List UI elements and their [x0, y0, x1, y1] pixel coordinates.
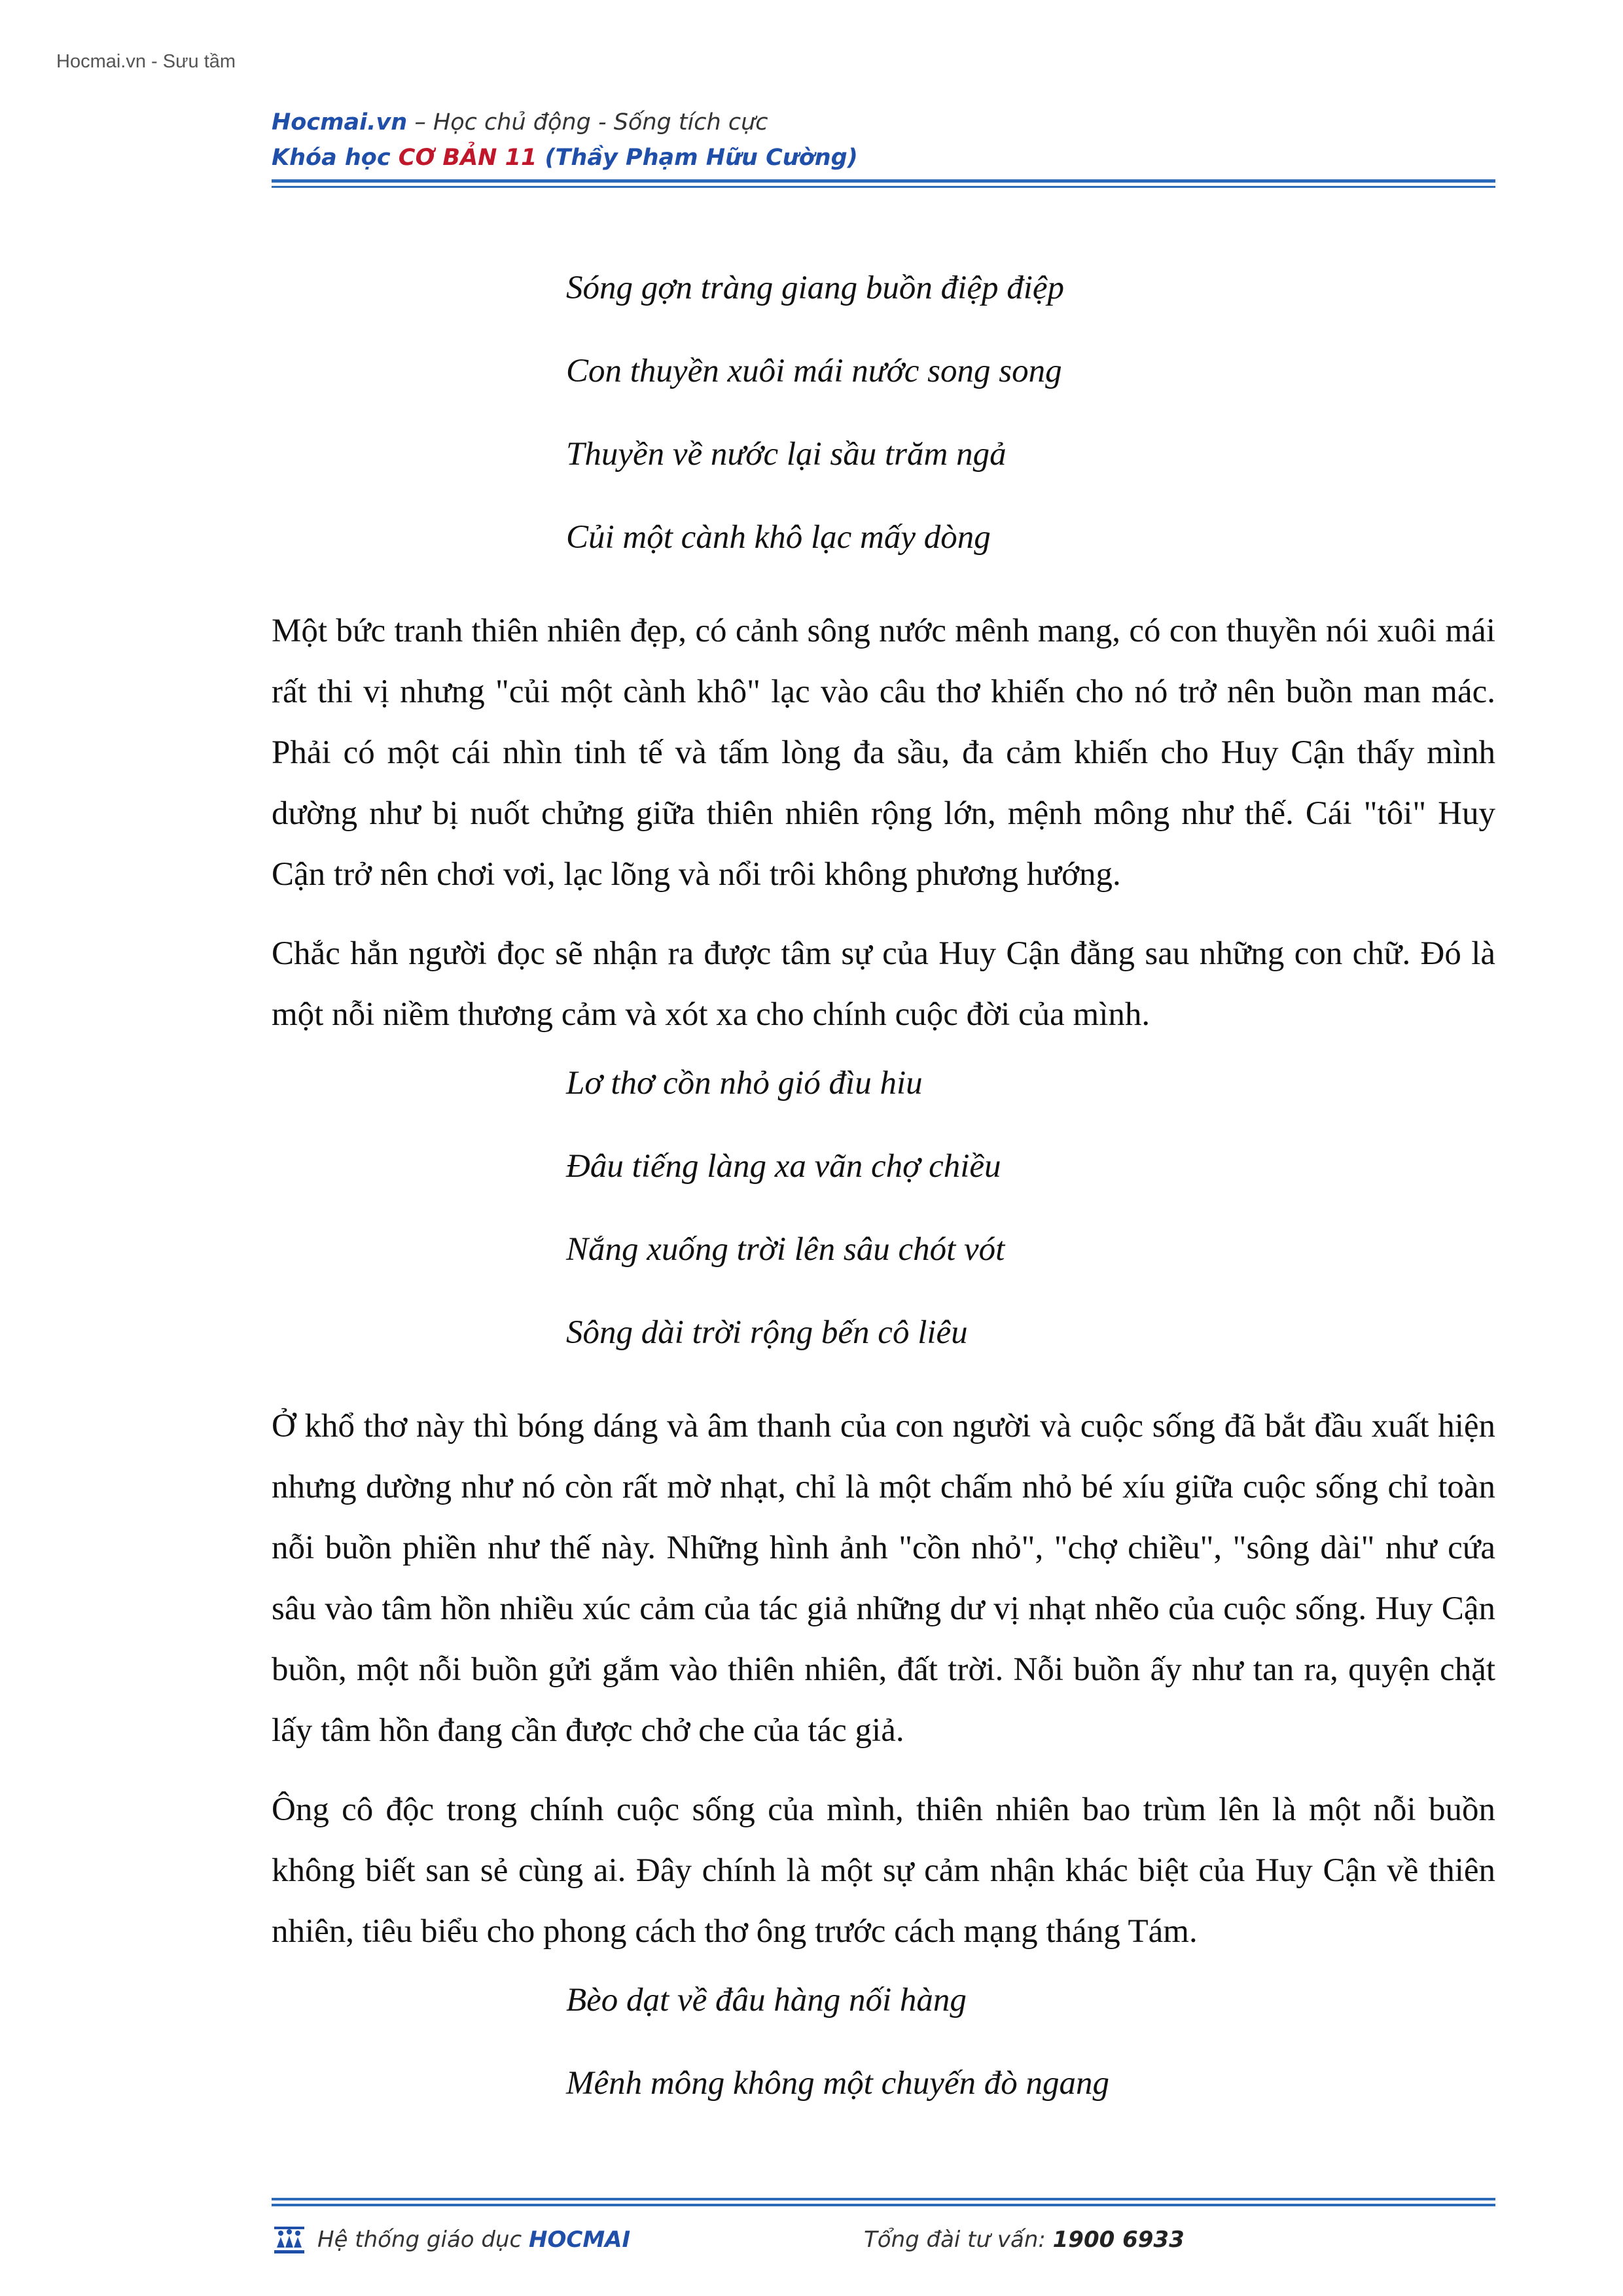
footer-hotline-text: [864, 2227, 1185, 2253]
poem-stanza: [272, 1981, 1495, 2103]
course-name: CƠ BẢN 11: [398, 145, 537, 171]
footer-divider: [272, 2204, 1495, 2206]
brand-slogan: – Học chủ động - Sống tích cực: [407, 109, 768, 135]
footer-hotline-number: 1900 6933: [1052, 2227, 1185, 2253]
body-paragraph: Ông cô độc trong chính cuộc sống của mình, thiên nhiên bao trùm lên là một nỗi buồn không biết san sẻ cùng ai. Đây chính là một sự cảm nhận khác biệt của Huy Cận về thiên nhiên, tiêu biểu cho phong cách thơ ông trước cách mạng tháng Tám.: [272, 1791, 1495, 1950]
poem-line: Thuyền về nước lại sầu trăm ngả: [566, 436, 1007, 473]
course-prefix: Khóa học: [272, 145, 399, 171]
poem-line: Nắng xuống trời lên sâu chót vót: [566, 1231, 1005, 1268]
footer-system-name: HOCMAI: [529, 2227, 631, 2253]
poem-line: Đâu tiếng làng xa vãn chợ chiều: [566, 1148, 1001, 1185]
poem-line: Lơ thơ cồn nhỏ gió đìu hiu: [566, 1065, 923, 1102]
body-paragraph: Chắc hẳn người đọc sẽ nhận ra được tâm sự của Huy Cận đằng sau những con chữ. Đó là một nỗi niềm thương cảm và xót xa cho chính cuộc đời của mình.: [272, 935, 1495, 1033]
hocmai-logo-icon: [272, 2221, 307, 2257]
poem-stanza: [272, 268, 1495, 557]
poem-line: Sóng gợn tràng giang buồn điệp điệp: [566, 270, 1065, 306]
header-divider: [272, 186, 1495, 188]
body-paragraph: Ở khổ thơ này thì bóng dáng và âm thanh của con người và cuộc sống đã bắt đầu xuất hiện nhưng dường như nó còn rất mờ nhạt, chỉ là một chấm nhỏ bé xíu giữa cuộc sống chỉ toàn nỗi buồn phiền như thế này. Những hình ảnh "cồn nhỏ", "chợ chiều", "sông dài" như cứa sâu vào tâm hồn nhiều xúc cảm của tác giả những dư vị nhạt nhẽo của cuộc sống. Huy Cận buồn, một nỗi buồn gửi gắm vào thiên nhiên, đất trời. Nỗi buồn ấy như tan ra, quyện chặt lấy tâm hồn đang cần được chở che của tác giả.: [272, 1408, 1495, 1749]
header-brand-line: [272, 105, 1495, 140]
footer-divider: [272, 2198, 1495, 2200]
brand-name: Hocmai.vn: [272, 109, 408, 135]
poem-line: Sông dài trời rộng bến cô liêu: [566, 1314, 968, 1351]
document-body: [272, 268, 1495, 2147]
header-divider: [272, 179, 1495, 183]
header-course-line: [272, 140, 1495, 175]
poem-line: Con thuyền xuôi mái nước song song: [566, 353, 1062, 389]
poem-stanza: [272, 1064, 1495, 1352]
page-header: [272, 105, 1495, 175]
poem-line: Củi một cành khô lạc mấy dòng: [566, 519, 991, 556]
footer-system-prefix: Hệ thống giáo dục: [317, 2227, 529, 2253]
body-paragraph: Một bức tranh thiên nhiên đẹp, có cảnh sông nước mênh mang, có con thuyền nói xuôi mái rất thi vị nhưng "củi một cành khô" lạc vào câu thơ khiến cho nó trở nên buồn man mác. Phải có một cái nhìn tinh tế và tấm lòng đa sầu, đa cảm khiến cho Huy Cận thấy mình dường như bị nuốt chửng giữa thiên nhiên rộng lớn, mệnh mông như thế. Cái "tôi" Huy Cận trở nên chơi vơi, lạc lõng và nổi trôi không phương hướng.: [272, 613, 1495, 893]
watermark-text: Hocmai.vn - Sưu tầm: [56, 51, 236, 72]
page-footer: [272, 2198, 1495, 2263]
teacher-name: (Thầy Phạm Hữu Cường): [537, 145, 858, 171]
poem-line: Mênh mông không một chuyến đò ngang: [566, 2065, 1109, 2102]
footer-hotline-label: Tổng đài tư vấn:: [864, 2227, 1053, 2253]
footer-system-text: [317, 2227, 630, 2253]
poem-line: Bèo dạt về đâu hàng nối hàng: [566, 1982, 967, 2018]
